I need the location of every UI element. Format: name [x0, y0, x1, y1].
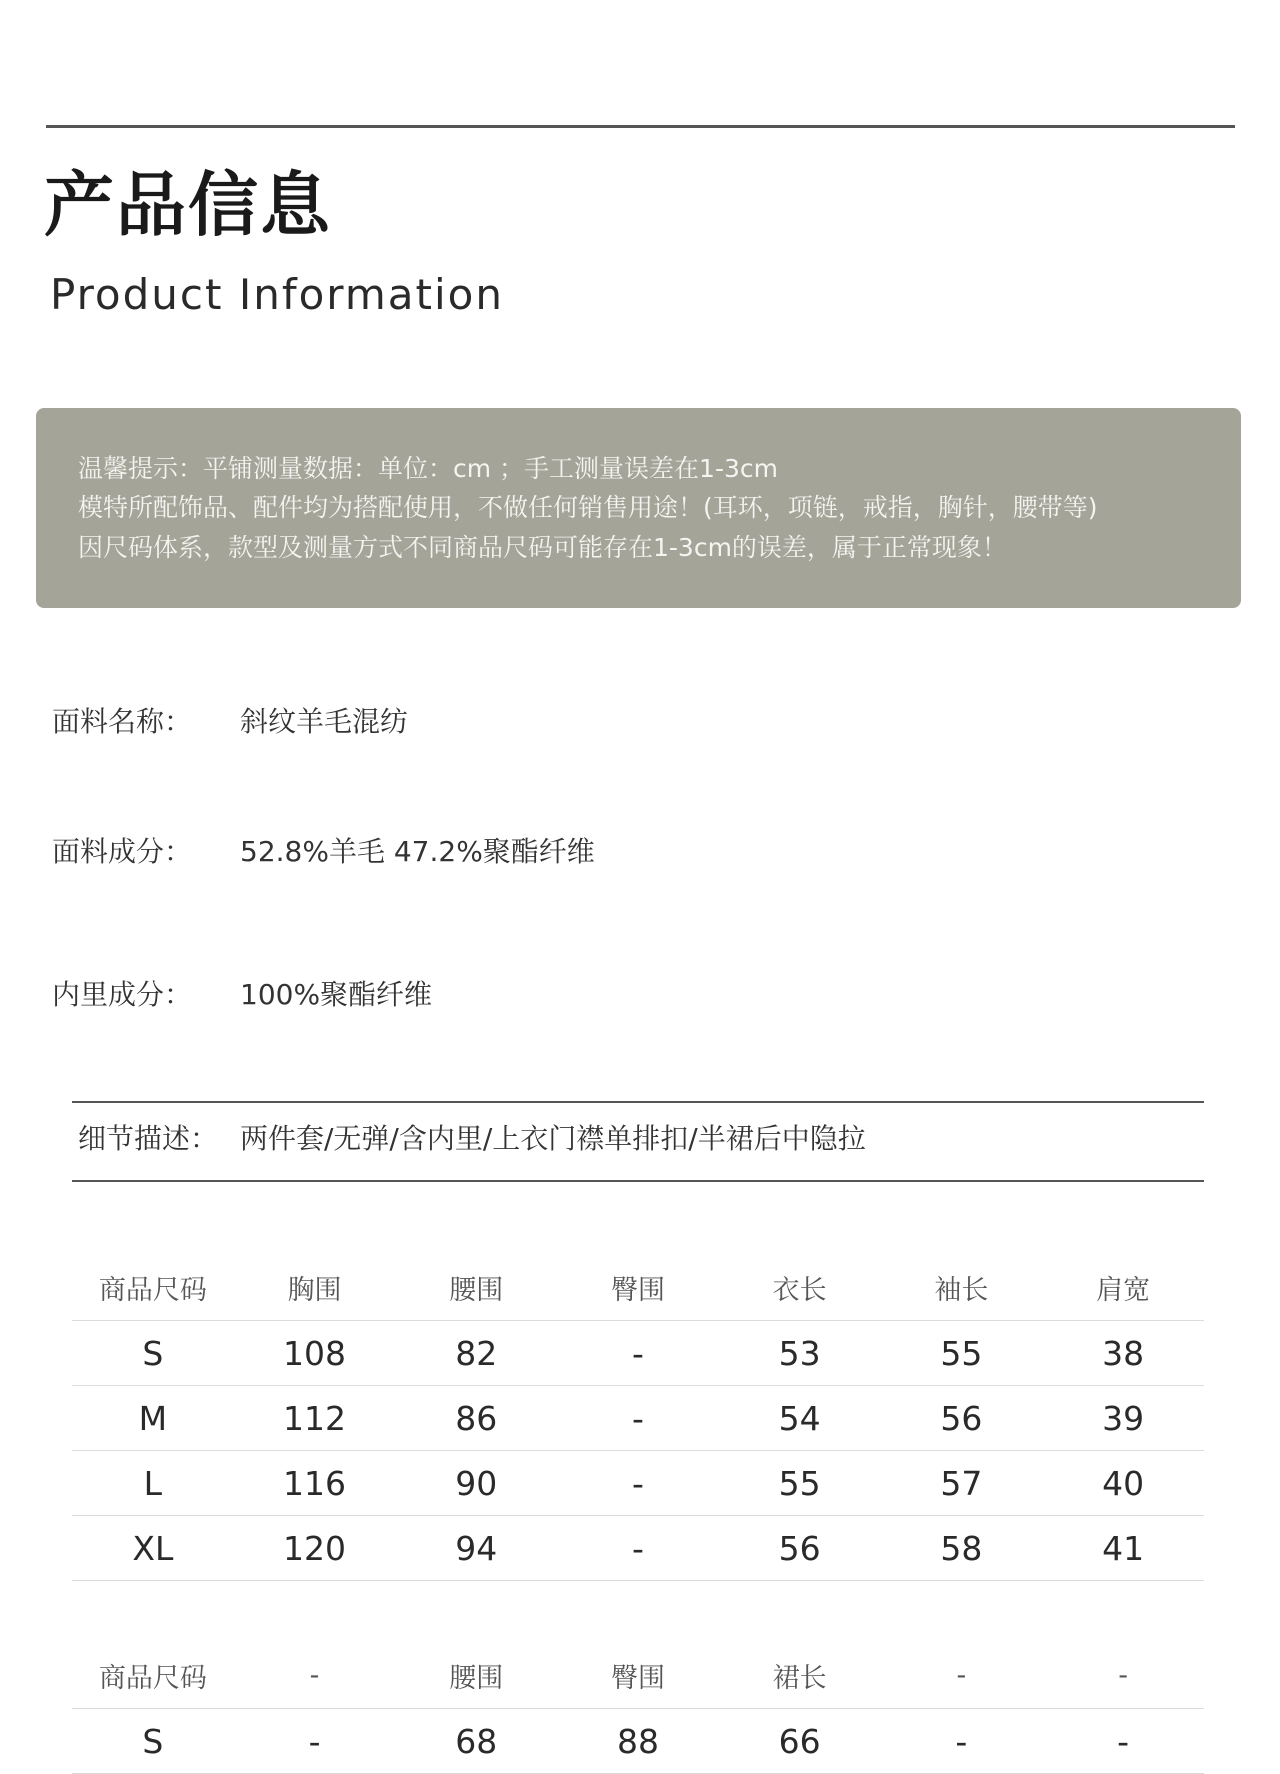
lining-composition-label: 内里成分：	[52, 978, 193, 1011]
table-cell: 38	[1042, 1321, 1204, 1386]
table-cell: S	[72, 1709, 234, 1774]
detail-description-label: 细节描述：	[78, 1122, 219, 1155]
table-cell: 86	[395, 1386, 557, 1451]
table-header-cell: 袖长	[881, 1254, 1043, 1321]
table-header-cell: 腰围	[395, 1254, 557, 1321]
table-cell: -	[557, 1386, 719, 1451]
table-cell: -	[234, 1709, 396, 1774]
notice-line: 因尺码体系，款型及测量方式不同商品尺码可能存在1-3cm的误差，属于正常现象！	[78, 533, 1007, 562]
detail-description-value: 两件套/无弹/含内里/上衣门襟单排扣/半裙后中隐拉	[240, 1122, 866, 1155]
page-subtitle: Product Information	[50, 270, 504, 319]
table-cell: 55	[719, 1451, 881, 1516]
table-cell: 41	[1042, 1516, 1204, 1581]
table-cell: S	[72, 1321, 234, 1386]
detail-description-row	[78, 1122, 866, 1155]
notice-line: 温馨提示：平铺测量数据：单位：cm ；手工测量误差在1-3cm	[78, 454, 778, 483]
table-cell: 54	[719, 1386, 881, 1451]
table-cell: 57	[881, 1451, 1043, 1516]
table-cell: 108	[234, 1321, 396, 1386]
table-cell: 53	[719, 1321, 881, 1386]
table-header-cell: -	[881, 1642, 1043, 1709]
lining-composition-value: 100%聚酯纤维	[240, 978, 433, 1011]
table-header-cell: 腰围	[395, 1642, 557, 1709]
table-header-cell: 商品尺码	[72, 1642, 234, 1709]
size-table-top	[72, 1254, 1204, 1581]
table-header-row	[72, 1254, 1204, 1321]
table-cell: 90	[395, 1451, 557, 1516]
fabric-name-row	[52, 705, 409, 738]
table-cell: 56	[719, 1516, 881, 1581]
table-row	[72, 1386, 1204, 1451]
table-header-cell: 臀围	[557, 1642, 719, 1709]
table-header-cell: 商品尺码	[72, 1254, 234, 1321]
detail-top-divider	[72, 1101, 1204, 1103]
table-cell: 94	[395, 1516, 557, 1581]
table-row	[72, 1516, 1204, 1581]
table-cell: 66	[719, 1709, 881, 1774]
fabric-name-label: 面料名称：	[52, 705, 193, 738]
fabric-composition-row	[52, 835, 595, 868]
table-row	[72, 1451, 1204, 1516]
table-cell: 82	[395, 1321, 557, 1386]
table-cell: 40	[1042, 1451, 1204, 1516]
table-cell: -	[557, 1451, 719, 1516]
table-row	[72, 1709, 1204, 1774]
table-cell: -	[557, 1516, 719, 1581]
table-cell: 39	[1042, 1386, 1204, 1451]
page-title: 产品信息	[44, 164, 332, 246]
detail-bottom-divider	[72, 1180, 1204, 1182]
table-header-cell: 衣长	[719, 1254, 881, 1321]
fabric-composition-value: 52.8%羊毛 47.2%聚酯纤维	[240, 835, 595, 868]
table-cell: -	[557, 1321, 719, 1386]
table-header-cell: 肩宽	[1042, 1254, 1204, 1321]
table-header-cell: 胸围	[234, 1254, 396, 1321]
table-cell: 112	[234, 1386, 396, 1451]
table-cell: 120	[234, 1516, 396, 1581]
table-cell: 88	[557, 1709, 719, 1774]
table-header-cell: -	[234, 1642, 396, 1709]
table-row	[72, 1321, 1204, 1386]
table-header-row	[72, 1642, 1204, 1709]
table-cell: -	[1042, 1709, 1204, 1774]
fabric-composition-label: 面料成分：	[52, 835, 193, 868]
table-cell: L	[72, 1451, 234, 1516]
size-table-skirt	[72, 1642, 1204, 1774]
table-cell: 55	[881, 1321, 1043, 1386]
lining-composition-row	[52, 978, 433, 1011]
top-divider	[46, 125, 1235, 128]
fabric-name-value: 斜纹羊毛混纺	[240, 705, 409, 738]
table-cell: 58	[881, 1516, 1043, 1581]
table-cell: 68	[395, 1709, 557, 1774]
table-cell: 56	[881, 1386, 1043, 1451]
table-header-cell: -	[1042, 1642, 1204, 1709]
table-cell: XL	[72, 1516, 234, 1581]
table-cell: -	[881, 1709, 1043, 1774]
notice-box	[36, 408, 1241, 608]
table-header-cell: 裙长	[719, 1642, 881, 1709]
table-header-cell: 臀围	[557, 1254, 719, 1321]
table-cell: M	[72, 1386, 234, 1451]
table-cell: 116	[234, 1451, 396, 1516]
notice-line: 模特所配饰品、配件均为搭配使用，不做任何销售用途！(耳环，项链，戒指，胸针，腰带等)	[78, 493, 1098, 522]
